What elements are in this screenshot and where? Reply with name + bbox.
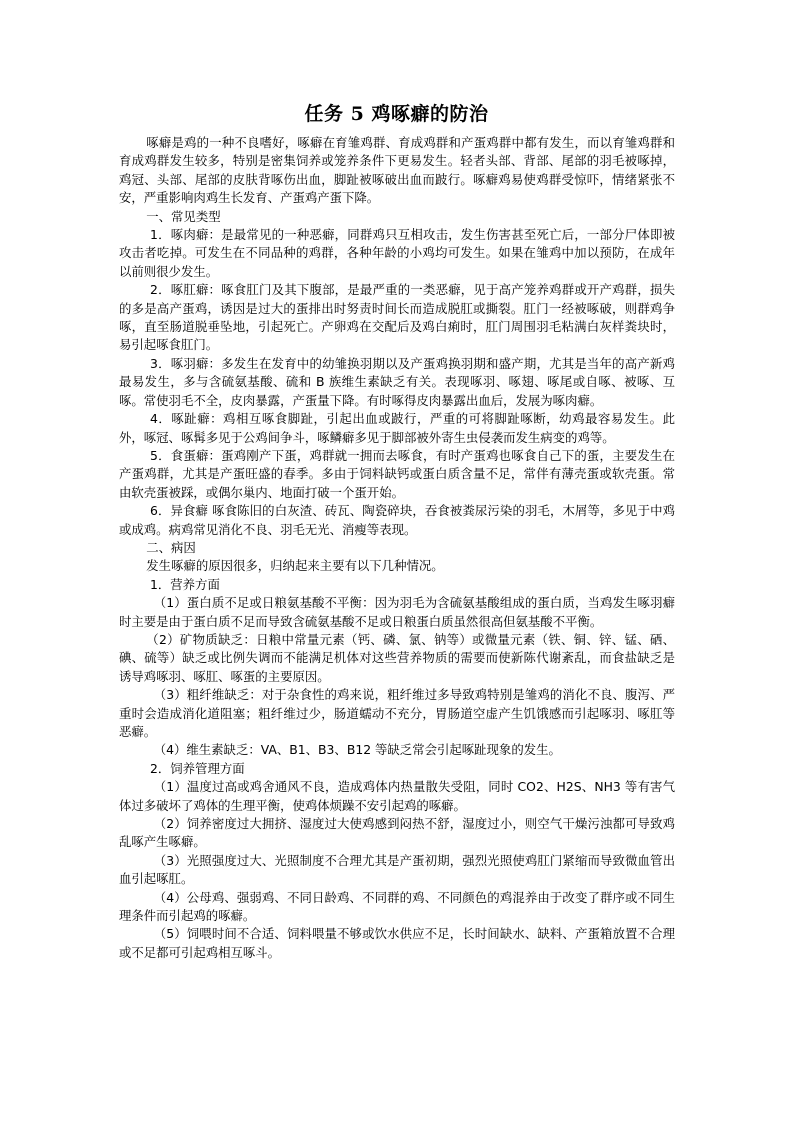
management-item-mixing: （4）公母鸡、强弱鸡、不同日龄鸡、不同群的鸡、不同颜色的鸡混养由于改变了群序或不同生理条件而引起鸡的啄癖。	[119, 889, 675, 924]
list-item-peck-toe: 4．啄趾癖：鸡相互啄食脚趾，引起出血或跛行，严重的可将脚趾啄断，幼鸡最容易发生。此外，啄冠、啄髯多见于公鸡间争斗，啄鳞癖多见于脚部被外寄生虫侵袭而发生病变的鸡等。	[119, 411, 675, 445]
section-heading-types: 一、常见类型	[146, 208, 221, 224]
document-body	[119, 134, 675, 962]
section-heading-causes: 二、病因	[146, 539, 196, 555]
subheading-nutrition: 1．营养方面	[150, 576, 220, 592]
management-item-lighting: （3）光照强度过大、光照制度不合理尤其是产蛋初期，强烈光照使鸡肛门紧缩而导致微血管出血引起啄肛。	[119, 852, 675, 887]
list-item-pica: 6．异食癖 啄食陈旧的白灰渣、砖瓦、陶瓷碎块，吞食被粪尿污染的羽毛，木屑等，多见于中鸡或成鸡。病鸡常见消化不良、羽毛无光、消瘦等表现。	[119, 503, 675, 537]
management-item-density: （2）饲养密度过大拥挤、湿度过大使鸡感到闷热不舒，湿度过小，则空气干燥污浊都可导致鸡乱啄产生啄癖。	[119, 816, 675, 850]
subheading-management: 2．饲养管理方面	[150, 760, 245, 776]
intro-paragraph: 啄癖是鸡的一种不良嗜好，啄癖在育雏鸡群、育成鸡群和产蛋鸡群中都有发生，而以育雏鸡群和育成鸡群发生较多，特别是密集饲养或笼养条件下更易发生。轻者头部、背部、尾部的羽毛被啄掉，鸡冠、头部、尾部的皮肤背啄伤出血，脚趾被啄破出血而跛行。啄癖鸡易使鸡群受惊吓，情绪紧张不安，严重影响肉鸡生长发育、产蛋鸡产蛋下降。	[119, 135, 675, 206]
management-item-feeding: （5）饲喂时间不合适、饲料喂量不够或饮水供应不足，长时间缺水、缺料、产蛋箱放置不合理或不足都可引起鸡相互啄斗。	[119, 926, 675, 960]
page-title: 任务 5 鸡啄癖的防治	[304, 103, 489, 125]
list-item-egg-eating: 5．食蛋癖：蛋鸡刚产下蛋，鸡群就一拥而去啄食，有时产蛋鸡也啄食自己下的蛋，主要发生在产蛋鸡群，尤其是产蛋旺盛的春季。多由于饲料缺钙或蛋白质含量不足，常伴有薄壳蛋或软壳蛋。常由软壳蛋被踩，或偶尔巢内、地面打破一个蛋开始。	[119, 447, 675, 500]
causes-lead-paragraph: 发生啄癖的原因很多，归纳起来主要有以下几种情况。	[146, 558, 444, 574]
nutrition-item-vitamins: （4）维生素缺乏：VA、B1、B3、B12 等缺乏常会引起啄趾现象的发生。	[153, 742, 561, 758]
list-item-peck-flesh: 1．啄肉癖：是最常见的一种恶癖，同群鸡只互相攻击，发生伤害甚至死亡后，一部分尸体即被攻击者吃掉。可发生在不同品种的鸡群，各种年龄的小鸡均可发生。如果在雏鸡中加以预防，在成年以前则很少发生。	[119, 227, 675, 279]
nutrition-item-minerals: （2）矿物质缺乏：日粮中常量元素（钙、磷、氯、钠等）或微量元素（铁、铜、锌、锰、硒、碘、硫等）缺乏或比例失调而不能满足机体对这些营养物质的需要而使新陈代谢紊乱，而食盐缺乏是诱导鸡啄羽、啄肛、啄蛋的主要原因。	[119, 631, 675, 684]
management-item-temperature: （1）温度过高或鸡舍通风不良，造成鸡体内热量散失受阻，同时 CO2、H2S、NH3 等有害气体过多破坏了鸡体的生理平衡，使鸡体烦躁不安引起鸡的啄癖。	[119, 779, 675, 813]
list-item-peck-feather: 3．啄羽癖：多发生在发育中的幼雏换羽期以及产蛋鸡换羽期和盛产期，尤其是当年的高产新鸡最易发生，多与含硫氨基酸、硫和 B 族维生素缺乏有关。表现啄羽、啄翅、啄尾或自啄、被啄、互啄。常使羽毛不全，皮肉暴露，产蛋量下降。有时啄得皮肉暴露出血后，发展为啄肉癖。	[119, 355, 675, 408]
nutrition-item-fiber: （3）粗纤维缺乏：对于杂食性的鸡来说，粗纤维过多导致鸡特别是雏鸡的消化不良、腹泻、严重时会造成消化道阻塞；粗纤维过少，肠道蠕动不充分，胃肠道空虚产生饥饿感而引起啄羽、啄肛等恶癖。	[119, 687, 675, 739]
nutrition-item-protein: （1）蛋白质不足或日粮氨基酸不平衡：因为羽毛为含硫氨基酸组成的蛋白质，当鸡发生啄羽癖时主要是由于蛋白质不足而导致含硫氨基酸不足或日粮蛋白质虽然很高但氨基酸不平衡。	[119, 595, 675, 629]
list-item-peck-anus: 2．啄肛癖：啄食肛门及其下腹部，是最严重的一类恶癖，见于高产笼养鸡群或开产鸡群，损失的多是高产蛋鸡，诱因是过大的蛋排出时努责时间长而造成脱肛或撕裂。肛门一经被啄破，则群鸡争啄，直至肠道脱垂坠地，引起死亡。产卵鸡在交配后及鸡白痢时，肛门周围羽毛粘满白灰样粪块时，易引起啄食肛门。	[119, 282, 675, 353]
